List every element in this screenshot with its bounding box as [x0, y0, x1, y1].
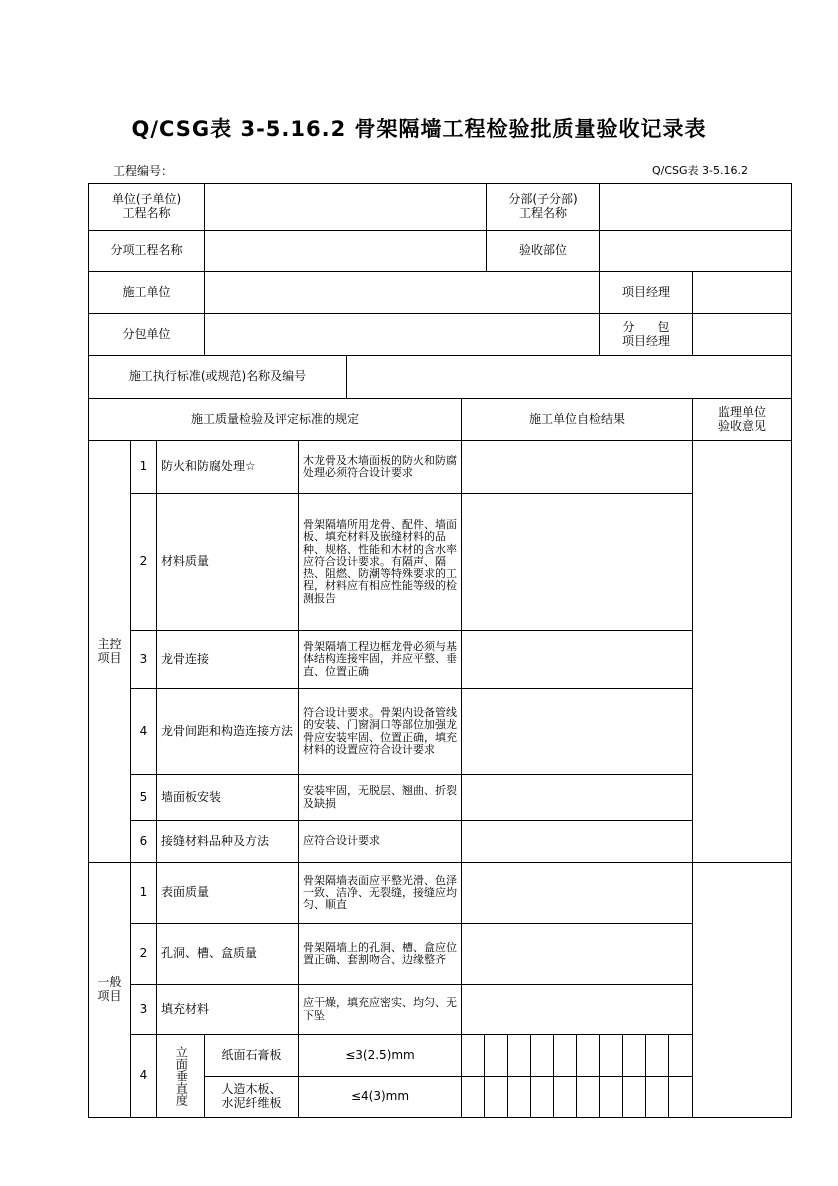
- general-item-self-check-cell[interactable]: [461, 862, 692, 923]
- main-item-no: 1: [130, 440, 156, 493]
- construction-unit-label: 施工单位: [88, 271, 204, 313]
- main-item-self-check-cell[interactable]: [461, 688, 692, 774]
- general-item-requirement: 骨架隔墙表面应平整光滑、色泽一致、洁净、无裂缝，接缝应均匀、顺直: [298, 862, 461, 923]
- measurement-cell[interactable]: [622, 1034, 645, 1076]
- measurement-cell[interactable]: [484, 1034, 507, 1076]
- deviation-tolerance: ≤3(2.5)mm: [298, 1034, 461, 1076]
- measurement-cell[interactable]: [507, 1034, 530, 1076]
- main-item-self-check-cell[interactable]: [461, 820, 692, 862]
- standard-value-cell[interactable]: [346, 355, 792, 398]
- measurement-cell[interactable]: [507, 1076, 530, 1118]
- main-item-requirement: 骨架隔墙所用龙骨、配件、墙面板、填充材料及嵌缝材料的品种、规格、性能和木材的含水率应符合设计要求。有隔声、隔热、阻燃、防潮等特殊要求的工程，材料应有相应性能等级的检测报告: [298, 493, 461, 630]
- measurement-cell[interactable]: [484, 1076, 507, 1118]
- measurement-cell[interactable]: [599, 1076, 622, 1118]
- main-item-requirement: 符合设计要求。骨架内设备管线的安装、门窗洞口等部位加强龙骨应安装牢固、位置正确，填充材料的设置应符合设计要求: [298, 688, 461, 774]
- main-item-name: 材料质量: [156, 493, 298, 630]
- main-item-no: 5: [130, 774, 156, 820]
- deviation-material: 纸面石膏板: [204, 1034, 298, 1076]
- measurement-cell[interactable]: [530, 1034, 553, 1076]
- main-item-self-check-cell[interactable]: [461, 440, 692, 493]
- main-item-self-check-cell[interactable]: [461, 493, 692, 630]
- general-item-self-check-cell[interactable]: [461, 984, 692, 1034]
- form-code: Q/CSG表 3-5.16.2: [652, 164, 749, 177]
- main-item-name: 龙骨连接: [156, 630, 298, 688]
- project-manager-label: 项目经理: [599, 271, 692, 313]
- sub-pm-label: 分 包 项目经理: [599, 313, 692, 355]
- unit-value-cell[interactable]: [204, 183, 486, 230]
- spec-column-header: 施工质量检验及评定标准的规定: [88, 398, 461, 440]
- supervisor-column-header: 监理单位 验收意见: [692, 398, 792, 440]
- sub-pm-value-cell[interactable]: [692, 313, 792, 355]
- measurement-cell[interactable]: [645, 1076, 668, 1118]
- standard-label: 施工执行标准(或规范)名称及编号: [88, 355, 346, 398]
- subitem-name-value-cell[interactable]: [204, 230, 486, 271]
- general-item-name: 表面质量: [156, 862, 298, 923]
- measurement-cell[interactable]: [668, 1076, 692, 1118]
- main-item-requirement: 骨架隔墙工程边框龙骨必须与基体结构连接牢固，并应平整、垂直、位置正确: [298, 630, 461, 688]
- general-item-no: 2: [130, 923, 156, 984]
- main-control-group-label: 主控 项目: [88, 440, 130, 862]
- main-item-name: 龙骨间距和构造连接方法: [156, 688, 298, 774]
- general-item-name: 填充材料: [156, 984, 298, 1034]
- general-item-requirement: 骨架隔墙上的孔洞、槽、盒应位置正确、套割吻合、边缘整齐: [298, 923, 461, 984]
- main-item-name: 防火和防腐处理☆: [156, 440, 298, 493]
- measurement-cell[interactable]: [668, 1034, 692, 1076]
- deviation-material: 人造木板、 水泥纤维板: [204, 1076, 298, 1118]
- subitem-name-label: 分项工程名称: [88, 230, 204, 271]
- main-item-requirement: 木龙骨及木墙面板的防火和防腐处理必须符合设计要求: [298, 440, 461, 493]
- acceptance-part-value-cell[interactable]: [599, 230, 792, 271]
- division-value-cell[interactable]: [599, 183, 792, 230]
- general-item-self-check-cell[interactable]: [461, 923, 692, 984]
- main-item-name: 接缝材料品种及方法: [156, 820, 298, 862]
- main-item-no: 3: [130, 630, 156, 688]
- acceptance-part-label: 验收部位: [486, 230, 599, 271]
- deviation-label: 立面垂直度: [156, 1034, 204, 1118]
- inspection-form: [88, 183, 792, 1118]
- measurement-cell[interactable]: [553, 1076, 576, 1118]
- main-item-no: 2: [130, 493, 156, 630]
- main-item-self-check-cell[interactable]: [461, 774, 692, 820]
- measurement-cell[interactable]: [599, 1034, 622, 1076]
- main-item-no: 4: [130, 688, 156, 774]
- measurement-cell[interactable]: [576, 1034, 599, 1076]
- general-item-name: 孔洞、槽、盒质量: [156, 923, 298, 984]
- deviation-tolerance: ≤4(3)mm: [298, 1076, 461, 1118]
- deviation-item-no: 4: [130, 1034, 156, 1118]
- main-item-self-check-cell[interactable]: [461, 630, 692, 688]
- measurement-cell[interactable]: [622, 1076, 645, 1118]
- subcontract-unit-value-cell[interactable]: [204, 313, 599, 355]
- subcontract-unit-label: 分包单位: [88, 313, 204, 355]
- general-item-requirement: 应干燥，填充应密实、均匀、无下坠: [298, 984, 461, 1034]
- construction-unit-value-cell[interactable]: [204, 271, 599, 313]
- measurement-cell[interactable]: [530, 1076, 553, 1118]
- general-item-no: 3: [130, 984, 156, 1034]
- main-supervisor-opinion-cell[interactable]: [692, 440, 792, 862]
- general-group-label: 一般 项目: [88, 862, 130, 1118]
- measurement-cell[interactable]: [576, 1076, 599, 1118]
- measurement-cell[interactable]: [553, 1034, 576, 1076]
- self-check-column-header: 施工单位自检结果: [461, 398, 692, 440]
- main-item-requirement: 安装牢固，无脱层、翘曲、折裂及缺损: [298, 774, 461, 820]
- division-label: 分部(子分部) 工程名称: [486, 183, 599, 230]
- project-no-label: 工程编号：: [113, 164, 174, 178]
- main-item-name: 墙面板安装: [156, 774, 298, 820]
- measurement-cell[interactable]: [461, 1076, 484, 1118]
- main-item-requirement: 应符合设计要求: [298, 820, 461, 862]
- measurement-cell[interactable]: [645, 1034, 668, 1076]
- general-item-no: 1: [130, 862, 156, 923]
- project-manager-value-cell[interactable]: [692, 271, 792, 313]
- form-title: Q/CSG表 3-5.16.2 骨架隔墙工程检验批质量验收记录表: [131, 117, 707, 141]
- general-supervisor-opinion-cell[interactable]: [692, 862, 792, 1118]
- measurement-cell[interactable]: [461, 1034, 484, 1076]
- unit-label: 单位(子单位) 工程名称: [88, 183, 204, 230]
- main-item-no: 6: [130, 820, 156, 862]
